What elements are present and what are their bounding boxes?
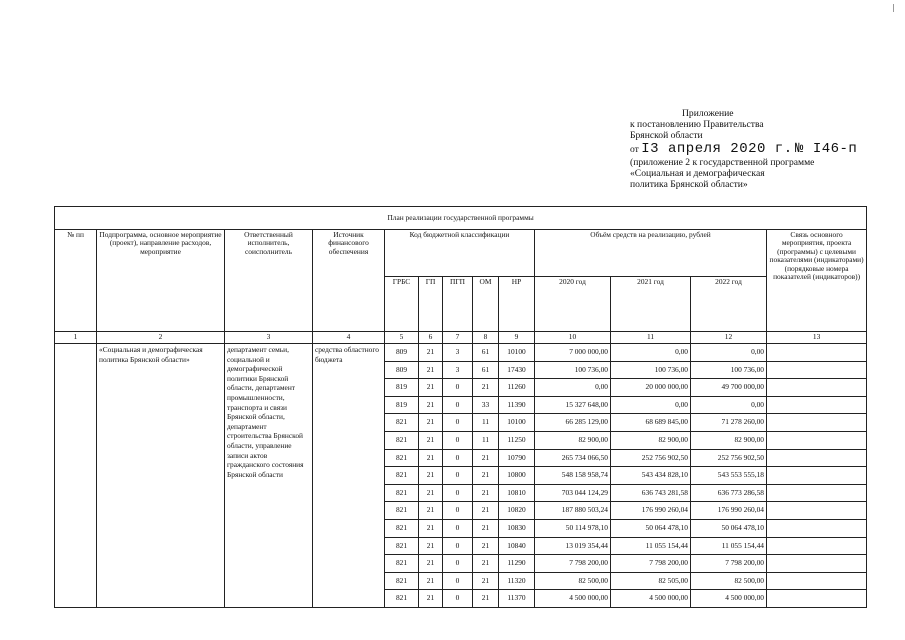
cell-link [767, 361, 867, 379]
cell-gp: 21 [419, 431, 443, 449]
cell-gp: 21 [419, 467, 443, 485]
program-name-cell: «Социальная и демографическая политика Брянской области» [97, 344, 225, 608]
cell-om: 21 [473, 590, 499, 608]
cell-y2021: 636 743 281,58 [611, 484, 691, 502]
cell-y2021: 252 756 902,50 [611, 449, 691, 467]
cell-link [767, 555, 867, 573]
cell-np: 10840 [499, 537, 535, 555]
cell-y2022: 176 990 260,04 [691, 502, 767, 520]
cell-grbs: 819 [385, 396, 419, 414]
cell-om: 21 [473, 467, 499, 485]
cell-pgp: 0 [443, 484, 473, 502]
appendix-line-6: политика Брянской области» [630, 179, 748, 191]
header-link: Связь основного мероприятия, проекта (программы) с целевыми показателями (индикаторами) (порядковые номера показателей (индикаторов)) [767, 230, 867, 332]
cell-y2021: 7 798 200,00 [611, 555, 691, 573]
appendix-header [630, 108, 890, 190]
date-prefix: от [630, 143, 639, 155]
cell-pgp: 3 [443, 344, 473, 362]
table-row [55, 344, 867, 362]
cell-link [767, 519, 867, 537]
cell-om: 21 [473, 519, 499, 537]
cell-y2022: 7 798 200,00 [691, 555, 767, 573]
cell-gp: 21 [419, 361, 443, 379]
cell-om: 21 [473, 484, 499, 502]
column-number: 10 [535, 332, 611, 344]
cell-y2020: 0,00 [535, 379, 611, 397]
header-source: Источник финансового обеспечения [313, 230, 385, 332]
cell-y2022: 11 055 154,44 [691, 537, 767, 555]
cell-om: 21 [473, 379, 499, 397]
cell-y2022: 636 773 286,58 [691, 484, 767, 502]
row-number-cell [55, 344, 97, 608]
cell-gp: 21 [419, 537, 443, 555]
cell-gp: 21 [419, 449, 443, 467]
cell-grbs: 821 [385, 449, 419, 467]
column-number: 9 [499, 332, 535, 344]
cell-om: 61 [473, 361, 499, 379]
cell-np: 10100 [499, 414, 535, 432]
cell-grbs: 821 [385, 414, 419, 432]
cell-np: 10830 [499, 519, 535, 537]
header-subprogram: Подпрограмма, основное мероприятие (проект), направление расходов, мероприятие [97, 230, 225, 332]
cell-y2020: 100 736,00 [535, 361, 611, 379]
cell-np: 11250 [499, 431, 535, 449]
appendix-line-5: «Социальная и демографическая [630, 167, 765, 179]
plan-table [54, 206, 867, 608]
cell-om: 21 [473, 537, 499, 555]
cell-grbs: 821 [385, 555, 419, 573]
cell-gp: 21 [419, 519, 443, 537]
cell-np: 10820 [499, 502, 535, 520]
column-number: 1 [55, 332, 97, 344]
cell-y2022: 100 736,00 [691, 361, 767, 379]
cell-y2020: 548 158 958,74 [535, 467, 611, 485]
cell-pgp: 3 [443, 361, 473, 379]
cell-link [767, 344, 867, 362]
header-om: ОМ [473, 277, 499, 332]
cell-y2020: 187 880 503,24 [535, 502, 611, 520]
cell-om: 21 [473, 502, 499, 520]
cell-y2020: 4 500 000,00 [535, 590, 611, 608]
cell-y2020: 7 798 200,00 [535, 555, 611, 573]
cell-link [767, 502, 867, 520]
cell-gp: 21 [419, 590, 443, 608]
cell-grbs: 821 [385, 590, 419, 608]
cell-gp: 21 [419, 414, 443, 432]
cell-om: 21 [473, 449, 499, 467]
appendix-line-4: (приложение 2 к государственной программе [630, 156, 815, 168]
cell-y2022: 0,00 [691, 344, 767, 362]
cell-link [767, 467, 867, 485]
column-number-row [55, 332, 867, 344]
cell-y2020: 82 500,00 [535, 572, 611, 590]
cell-y2020: 265 734 066,50 [535, 449, 611, 467]
cell-om: 61 [473, 344, 499, 362]
cell-y2020: 7 000 000,00 [535, 344, 611, 362]
cell-y2022: 82 900,00 [691, 431, 767, 449]
appendix-line-2: Брянской области [630, 130, 703, 142]
header-np: НР [499, 277, 535, 332]
cell-gp: 21 [419, 502, 443, 520]
cell-y2021: 82 505,00 [611, 572, 691, 590]
appendix-date-line [630, 142, 890, 157]
cell-y2022: 543 553 555,18 [691, 467, 767, 485]
cell-y2021: 543 434 828,10 [611, 467, 691, 485]
cell-pgp: 0 [443, 590, 473, 608]
cell-link [767, 572, 867, 590]
cell-grbs: 821 [385, 502, 419, 520]
header-budget-code: Код бюджетной классификации [385, 230, 535, 277]
cell-pgp: 0 [443, 519, 473, 537]
cell-grbs: 821 [385, 572, 419, 590]
cell-pgp: 0 [443, 431, 473, 449]
cell-grbs: 809 [385, 361, 419, 379]
decree-number: № I46-п [795, 140, 858, 157]
cell-gp: 21 [419, 344, 443, 362]
column-number: 6 [419, 332, 443, 344]
column-number: 7 [443, 332, 473, 344]
plan-title: План реализации государственной программы [55, 207, 867, 230]
cell-grbs: 819 [385, 379, 419, 397]
header-pgp: ПГП [443, 277, 473, 332]
column-number: 12 [691, 332, 767, 344]
cell-y2020: 15 327 648,00 [535, 396, 611, 414]
cell-y2022: 49 700 000,00 [691, 379, 767, 397]
cell-y2020: 13 019 354,44 [535, 537, 611, 555]
header-2022: 2022 год [691, 277, 767, 332]
cell-gp: 21 [419, 484, 443, 502]
cell-y2021: 0,00 [611, 344, 691, 362]
cell-np: 17430 [499, 361, 535, 379]
cell-y2022: 82 500,00 [691, 572, 767, 590]
cell-grbs: 821 [385, 519, 419, 537]
cell-y2022: 50 064 478,10 [691, 519, 767, 537]
cell-link [767, 379, 867, 397]
cell-y2022: 4 500 000,00 [691, 590, 767, 608]
cell-y2021: 100 736,00 [611, 361, 691, 379]
cell-y2020: 703 044 124,29 [535, 484, 611, 502]
cell-y2020: 66 285 129,00 [535, 414, 611, 432]
cell-grbs: 809 [385, 344, 419, 362]
cell-y2021: 4 500 000,00 [611, 590, 691, 608]
cell-np: 11320 [499, 572, 535, 590]
cell-pgp: 0 [443, 502, 473, 520]
cell-pgp: 0 [443, 396, 473, 414]
column-number: 5 [385, 332, 419, 344]
executors-cell: департамент семьи, социальной и демографической политики Брянской области, департамент промышленности, транспорта и связи Брянской области, департамент строительства Брянской области, управление записи актов гражданского состояния Брянской области [225, 344, 313, 608]
column-number: 13 [767, 332, 867, 344]
cell-gp: 21 [419, 396, 443, 414]
cell-om: 11 [473, 414, 499, 432]
cell-link [767, 484, 867, 502]
cell-y2021: 82 900,00 [611, 431, 691, 449]
cell-np: 10800 [499, 467, 535, 485]
cell-np: 11370 [499, 590, 535, 608]
header-grbs: ГРБС [385, 277, 419, 332]
column-number: 11 [611, 332, 691, 344]
column-number: 4 [313, 332, 385, 344]
cell-y2020: 50 114 978,10 [535, 519, 611, 537]
cell-y2021: 20 000 000,00 [611, 379, 691, 397]
cell-om: 21 [473, 572, 499, 590]
cell-om: 33 [473, 396, 499, 414]
cell-np: 10810 [499, 484, 535, 502]
cell-pgp: 0 [443, 555, 473, 573]
cell-link [767, 590, 867, 608]
cell-gp: 21 [419, 555, 443, 573]
cell-link [767, 431, 867, 449]
cell-om: 11 [473, 431, 499, 449]
cell-np: 10100 [499, 344, 535, 362]
appendix-title: Приложение [682, 108, 734, 119]
header-2021: 2021 год [611, 277, 691, 332]
cell-pgp: 0 [443, 449, 473, 467]
header-2020: 2020 год [535, 277, 611, 332]
cell-np: 11290 [499, 555, 535, 573]
cell-y2021: 50 064 478,10 [611, 519, 691, 537]
column-number: 8 [473, 332, 499, 344]
cell-y2022: 71 278 260,00 [691, 414, 767, 432]
cell-y2020: 82 900,00 [535, 431, 611, 449]
cell-gp: 21 [419, 379, 443, 397]
column-number: 2 [97, 332, 225, 344]
header-num: № пп [55, 230, 97, 332]
column-number: 3 [225, 332, 313, 344]
cell-np: 11260 [499, 379, 535, 397]
header-gp: ГП [419, 277, 443, 332]
cell-pgp: 0 [443, 467, 473, 485]
appendix-line-1: к постановлению Правительства [630, 119, 764, 131]
cell-pgp: 0 [443, 537, 473, 555]
cell-grbs: 821 [385, 537, 419, 555]
cell-y2021: 68 689 845,00 [611, 414, 691, 432]
header-funds: Объём средств на реализацию, рублей [535, 230, 767, 277]
cell-om: 21 [473, 555, 499, 573]
source-cell: средства областного бюджета [313, 344, 385, 608]
cell-grbs: 821 [385, 431, 419, 449]
cell-y2021: 176 990 260,04 [611, 502, 691, 520]
cell-gp: 21 [419, 572, 443, 590]
cell-link [767, 449, 867, 467]
cell-grbs: 821 [385, 467, 419, 485]
cell-y2021: 0,00 [611, 396, 691, 414]
cell-grbs: 821 [385, 484, 419, 502]
cell-link [767, 414, 867, 432]
cell-link [767, 537, 867, 555]
cell-pgp: 0 [443, 414, 473, 432]
scan-corner-mark [893, 4, 894, 12]
cell-link [767, 396, 867, 414]
cell-y2022: 0,00 [691, 396, 767, 414]
cell-pgp: 0 [443, 379, 473, 397]
cell-y2021: 11 055 154,44 [611, 537, 691, 555]
cell-np: 10790 [499, 449, 535, 467]
decree-date: I3 апреля 2020 г. [641, 140, 793, 157]
header-executor: Ответственный исполнитель, соисполнитель [225, 230, 313, 332]
cell-np: 11390 [499, 396, 535, 414]
cell-y2022: 252 756 902,50 [691, 449, 767, 467]
cell-pgp: 0 [443, 572, 473, 590]
